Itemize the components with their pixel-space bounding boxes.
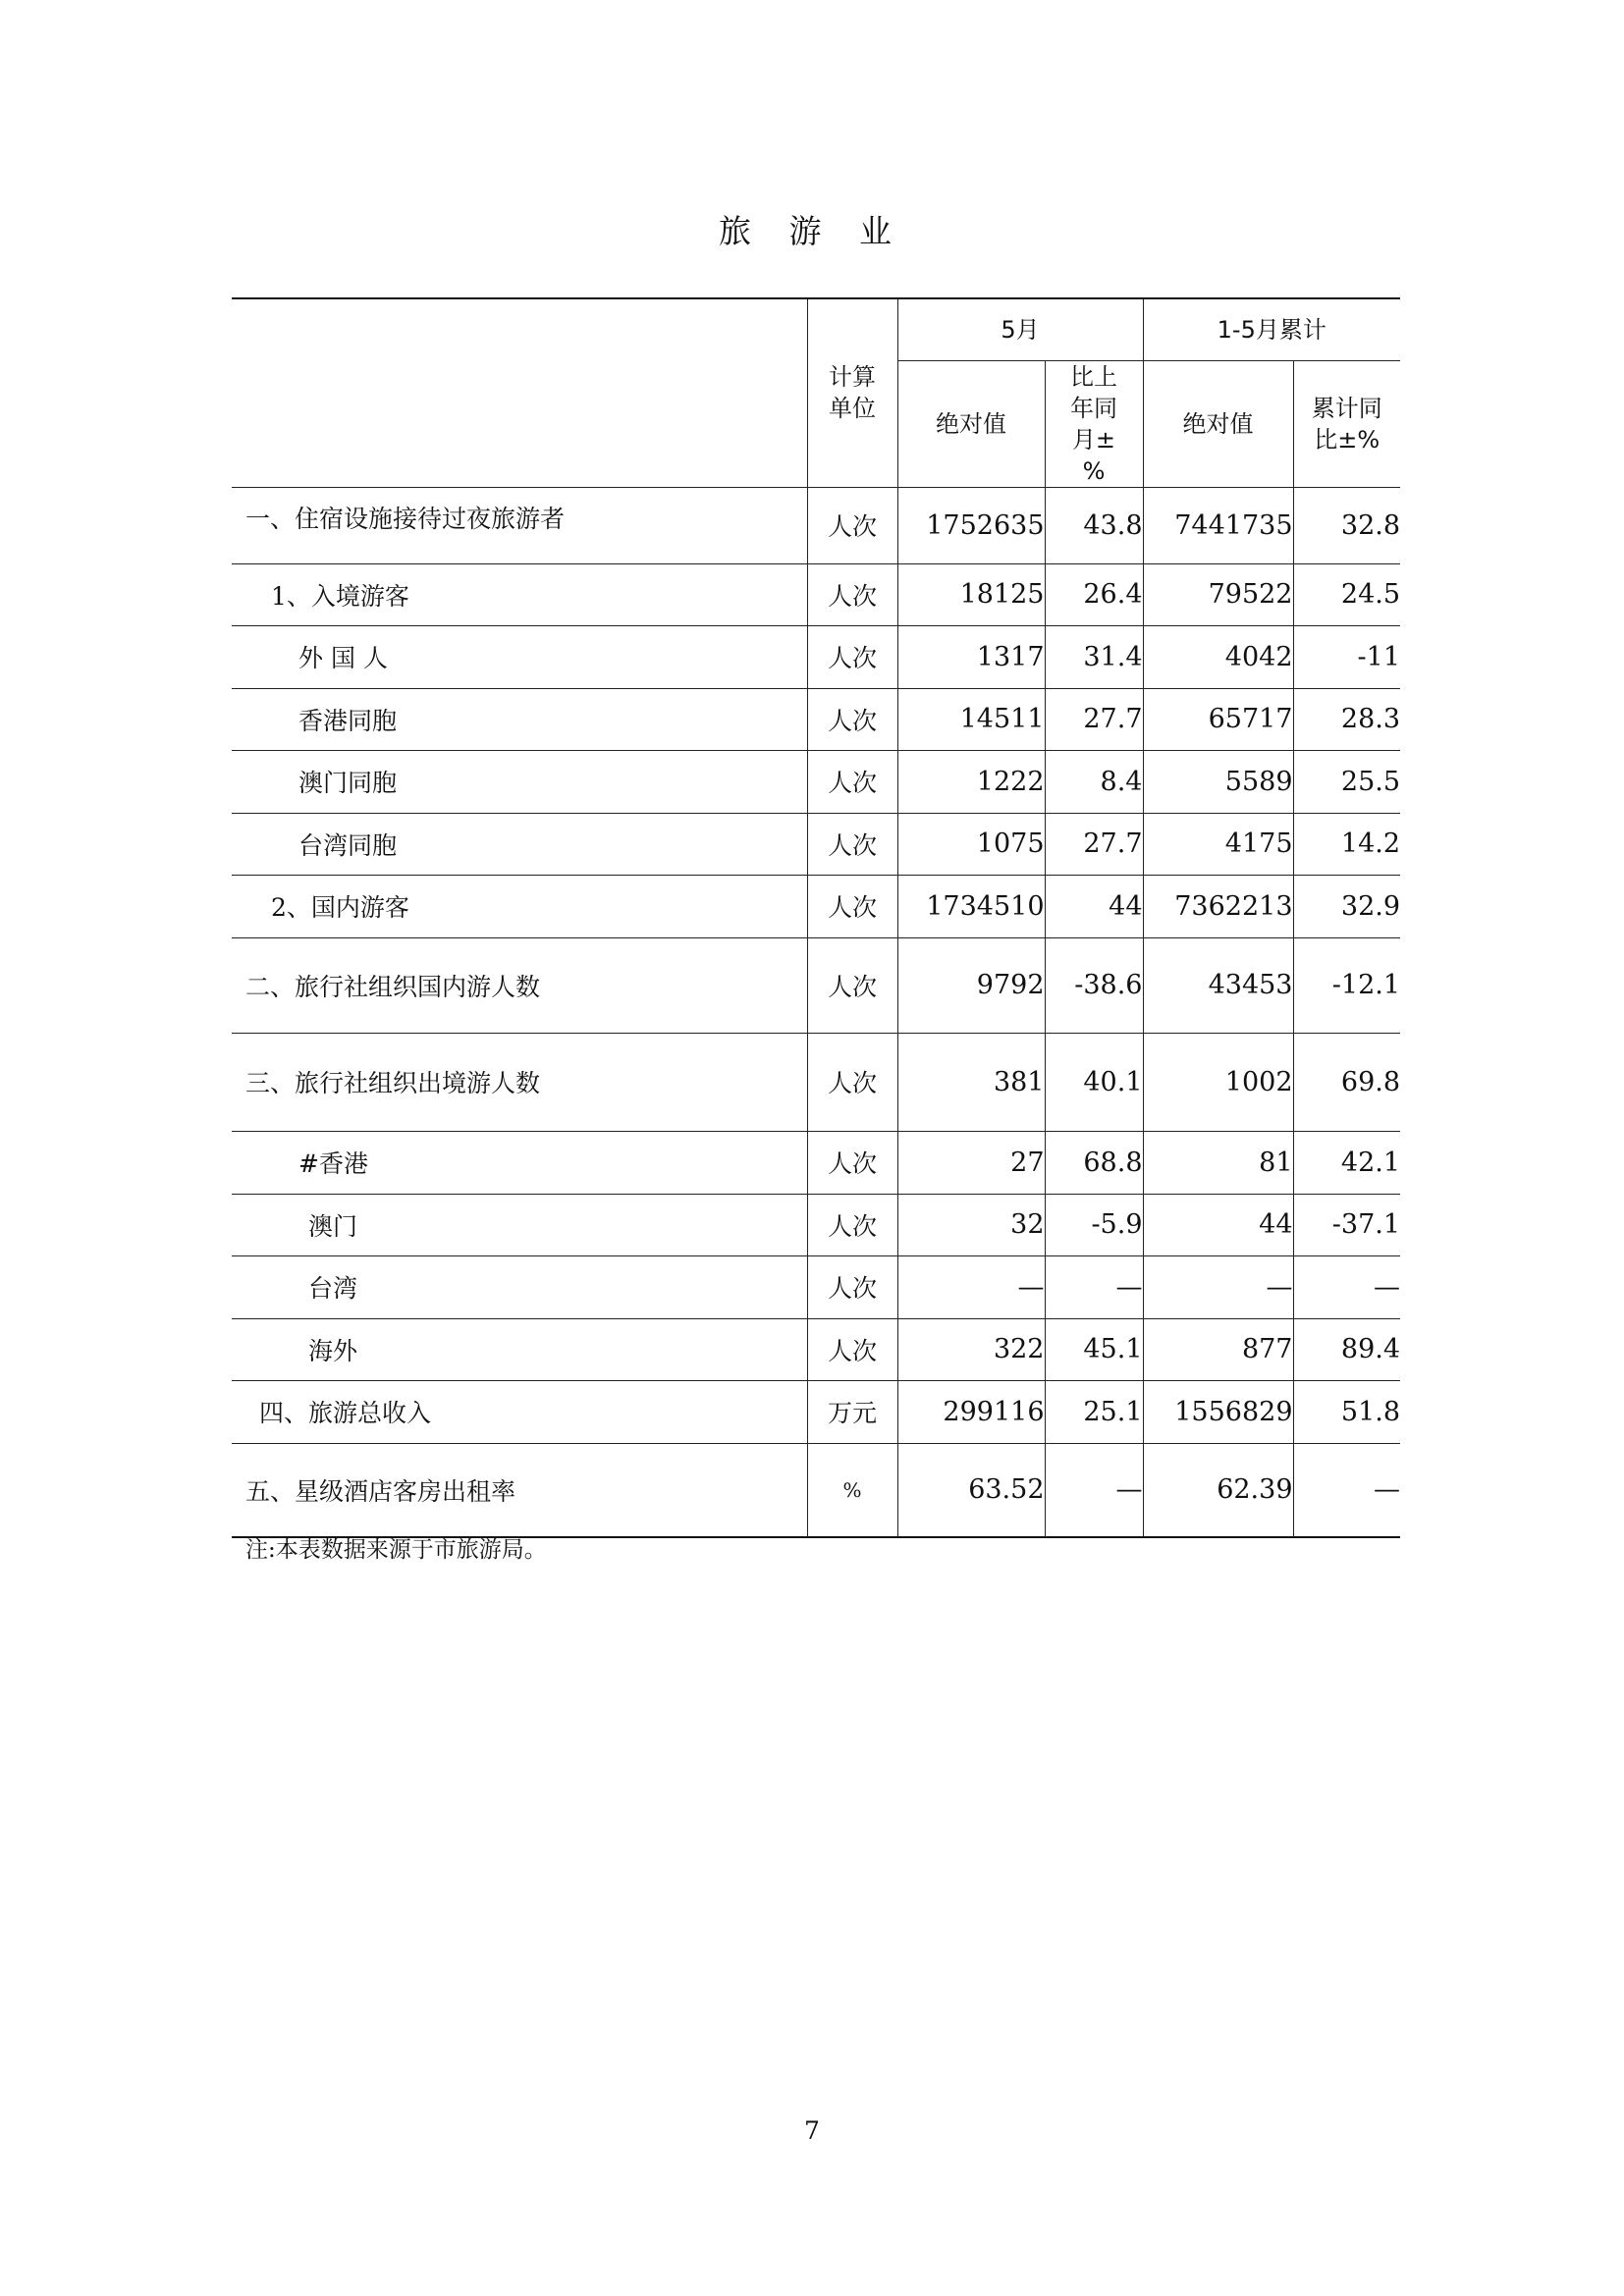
row-unit: 万元 <box>807 1380 897 1443</box>
row-pct-may: -5.9 <box>1045 1194 1143 1255</box>
table-row <box>232 1194 1400 1255</box>
row-unit: 人次 <box>807 1255 897 1318</box>
row-label: 四、旅游总收入 <box>232 1380 807 1443</box>
row-pct-cumulative: 89.4 <box>1293 1318 1400 1380</box>
row-label: 香港同胞 <box>232 688 807 750</box>
row-abs-may: 27 <box>897 1131 1045 1194</box>
row-abs-cumulative: 65717 <box>1143 688 1293 750</box>
row-abs-cumulative: 1556829 <box>1143 1380 1293 1443</box>
row-pct-may: 8.4 <box>1045 750 1143 813</box>
row-abs-may: 1752635 <box>897 487 1045 563</box>
row-label: 二、旅行社组织国内游人数 <box>232 937 807 1033</box>
row-pct-may: 45.1 <box>1045 1318 1143 1380</box>
row-pct-cumulative: — <box>1293 1443 1400 1537</box>
row-unit: 人次 <box>807 1194 897 1255</box>
tourism-table <box>232 297 1400 1538</box>
row-abs-may: — <box>897 1255 1045 1318</box>
row-pct-may: 43.8 <box>1045 487 1143 563</box>
row-abs-may: 322 <box>897 1318 1045 1380</box>
row-abs-cumulative: 7362213 <box>1143 875 1293 937</box>
row-label: 台湾同胞 <box>232 813 807 875</box>
row-abs-cumulative: 1002 <box>1143 1033 1293 1131</box>
row-pct-may: 68.8 <box>1045 1131 1143 1194</box>
row-pct-may: 31.4 <box>1045 625 1143 688</box>
row-pct-cumulative: 28.3 <box>1293 688 1400 750</box>
row-unit: 人次 <box>807 487 897 563</box>
row-abs-cumulative: 79522 <box>1143 563 1293 625</box>
header-abs-may: 绝对值 <box>897 360 1045 487</box>
row-abs-may: 1075 <box>897 813 1045 875</box>
table-row <box>232 1380 1400 1443</box>
table-row <box>232 875 1400 937</box>
row-pct-cumulative: -37.1 <box>1293 1194 1400 1255</box>
row-abs-may: 1734510 <box>897 875 1045 937</box>
row-abs-cumulative: 43453 <box>1143 937 1293 1033</box>
row-pct-cumulative: -11 <box>1293 625 1400 688</box>
row-unit: 人次 <box>807 563 897 625</box>
row-abs-may: 381 <box>897 1033 1045 1131</box>
row-abs-may: 1317 <box>897 625 1045 688</box>
table-row <box>232 688 1400 750</box>
row-pct-cumulative: 25.5 <box>1293 750 1400 813</box>
row-abs-may: 14511 <box>897 688 1045 750</box>
row-unit: 人次 <box>807 813 897 875</box>
row-pct-cumulative: 32.8 <box>1293 487 1400 563</box>
header-group-may: 5月 <box>897 298 1143 360</box>
row-label: 海外 <box>232 1318 807 1380</box>
table-row <box>232 1255 1400 1318</box>
row-pct-cumulative: — <box>1293 1255 1400 1318</box>
row-pct-may: 40.1 <box>1045 1033 1143 1131</box>
row-pct-may: 26.4 <box>1045 563 1143 625</box>
row-label: 台湾 <box>232 1255 807 1318</box>
row-abs-cumulative: 4042 <box>1143 625 1293 688</box>
row-pct-cumulative: 42.1 <box>1293 1131 1400 1194</box>
row-pct-may: — <box>1045 1255 1143 1318</box>
row-abs-cumulative: 5589 <box>1143 750 1293 813</box>
row-pct-cumulative: 24.5 <box>1293 563 1400 625</box>
table-row <box>232 1033 1400 1131</box>
row-label: #香港 <box>232 1131 807 1194</box>
row-pct-may: -38.6 <box>1045 937 1143 1033</box>
row-abs-may: 1222 <box>897 750 1045 813</box>
row-pct-cumulative: 32.9 <box>1293 875 1400 937</box>
row-label: 2、国内游客 <box>232 875 807 937</box>
row-label: 三、旅行社组织出境游人数 <box>232 1033 807 1131</box>
table-note: 注:本表数据来源于市旅游局。 <box>245 1537 547 1563</box>
row-abs-cumulative: 877 <box>1143 1318 1293 1380</box>
row-label: 1、入境游客 <box>232 563 807 625</box>
header-pct-may: 比上年同月±% <box>1045 360 1143 487</box>
table-row <box>232 487 1400 563</box>
header-unit: 计算单位 <box>807 298 897 487</box>
table-row <box>232 1443 1400 1537</box>
row-unit: 人次 <box>807 750 897 813</box>
row-unit: % <box>807 1443 897 1537</box>
row-abs-may: 63.52 <box>897 1443 1045 1537</box>
table-row <box>232 625 1400 688</box>
header-pct-cumulative: 累计同比±% <box>1293 360 1400 487</box>
row-unit: 人次 <box>807 937 897 1033</box>
row-pct-may: 27.7 <box>1045 688 1143 750</box>
row-label: 五、星级酒店客房出租率 <box>232 1443 807 1537</box>
table-row <box>232 1318 1400 1380</box>
row-abs-may: 9792 <box>897 937 1045 1033</box>
row-pct-may: 44 <box>1045 875 1143 937</box>
row-unit: 人次 <box>807 1033 897 1131</box>
row-abs-cumulative: 62.39 <box>1143 1443 1293 1537</box>
table-row <box>232 563 1400 625</box>
row-unit: 人次 <box>807 1131 897 1194</box>
row-abs-cumulative: — <box>1143 1255 1293 1318</box>
row-abs-cumulative: 4175 <box>1143 813 1293 875</box>
header-abs-cumulative: 绝对值 <box>1143 360 1293 487</box>
row-abs-may: 18125 <box>897 563 1045 625</box>
table-row <box>232 813 1400 875</box>
row-unit: 人次 <box>807 625 897 688</box>
row-pct-cumulative: 51.8 <box>1293 1380 1400 1443</box>
row-label: 一、住宿设施接待过夜旅游者 <box>232 487 807 563</box>
row-abs-may: 299116 <box>897 1380 1045 1443</box>
row-unit: 人次 <box>807 875 897 937</box>
row-abs-cumulative: 81 <box>1143 1131 1293 1194</box>
row-pct-may: 25.1 <box>1045 1380 1143 1443</box>
table-row <box>232 937 1400 1033</box>
row-pct-cumulative: -12.1 <box>1293 937 1400 1033</box>
row-pct-cumulative: 14.2 <box>1293 813 1400 875</box>
row-abs-cumulative: 7441735 <box>1143 487 1293 563</box>
row-pct-cumulative: 69.8 <box>1293 1033 1400 1131</box>
table-row <box>232 750 1400 813</box>
header-group-cumulative: 1-5月累计 <box>1143 298 1400 360</box>
row-abs-cumulative: 44 <box>1143 1194 1293 1255</box>
row-unit: 人次 <box>807 688 897 750</box>
row-label: 澳门 <box>232 1194 807 1255</box>
table-row <box>232 1131 1400 1194</box>
row-pct-may: 27.7 <box>1045 813 1143 875</box>
row-label: 外 国 人 <box>232 625 807 688</box>
row-label: 澳门同胞 <box>232 750 807 813</box>
row-unit: 人次 <box>807 1318 897 1380</box>
row-pct-may: — <box>1045 1443 1143 1537</box>
header-blank-cell <box>232 298 807 487</box>
page-title: 旅 游 业 <box>719 212 905 250</box>
page-number: 7 <box>804 2116 820 2145</box>
row-abs-may: 32 <box>897 1194 1045 1255</box>
